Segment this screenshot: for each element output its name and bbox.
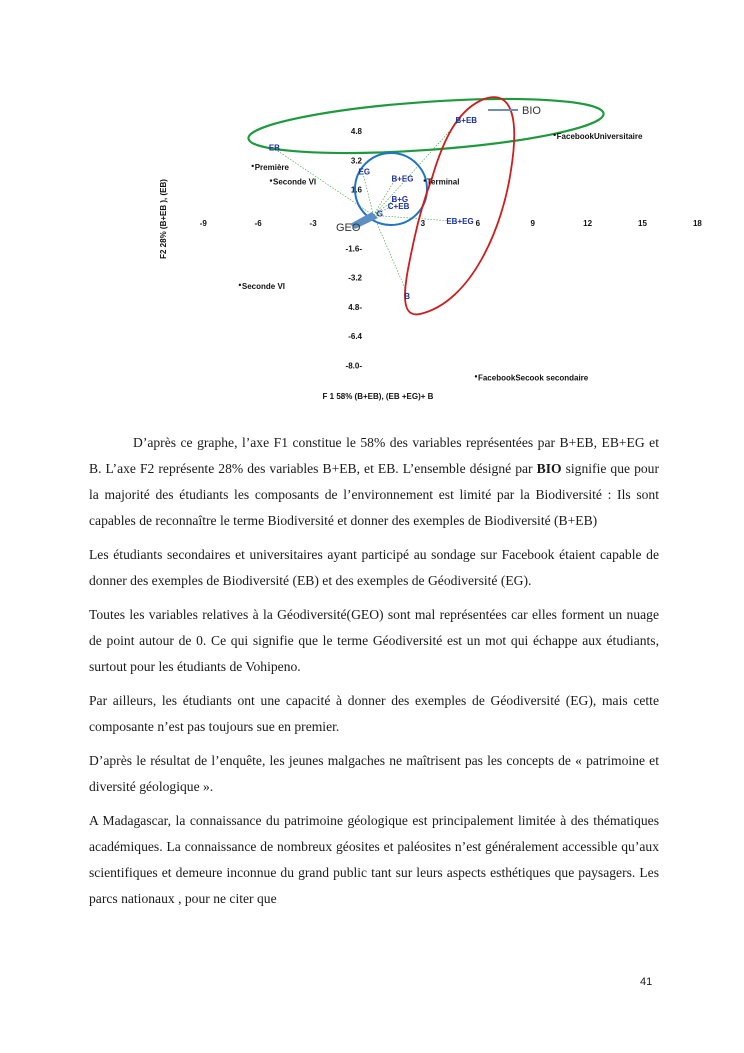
variable-label: EB [268, 143, 280, 153]
x-tick-label: 12 [583, 219, 593, 228]
observation-label: Première [254, 162, 289, 172]
geo-group-label: GEO [336, 222, 361, 234]
variable-vector [363, 171, 374, 215]
variable-label: C+EB [387, 202, 410, 212]
y-tick-label: -8.0- [345, 361, 362, 371]
x-tick-label: -3 [309, 219, 317, 228]
y-tick-label: 1.6 [350, 185, 362, 195]
pca-chart [150, 90, 720, 410]
observation-point [475, 375, 477, 377]
variable-label: B [404, 291, 411, 301]
y-tick-label: 4.8- [348, 302, 362, 312]
y-tick-label: -3.2 [348, 273, 362, 283]
paragraph-4: Par ailleurs, les étudiants ont une capacité à donner des exemples de Géodiversité (EG), mais cette composante n’est pas toujours sue en premier. [89, 693, 659, 734]
observation-label: FacebookSecook secondaire [477, 373, 589, 383]
observation-point [553, 134, 555, 136]
observation-label: FacebookUniversitaire [556, 131, 643, 141]
variable-label: B+G [391, 194, 409, 204]
x-tick-label: 15 [638, 219, 647, 228]
paragraph-3: Toutes les variables relatives à la Géodiversité(GEO) sont mal représentées car elles forment un nuage de point autour de 0. Ce qui signifie que le terme Géodiversité est un mot qui échappe aux étudiants, surtout pour les étudiants de Vohipeno. [89, 607, 659, 674]
y-tick-label: -1.6- [345, 244, 362, 254]
observation-point [424, 179, 426, 181]
paragraph-2: Les étudiants secondaires et universitaires ayant participé au sondage sur Facebook étaient capable de donner des exemples de Biodiversité (EB) et des exemples de Géodiversité (EG). [89, 547, 659, 588]
variable-label: B+EB [455, 116, 478, 126]
x-tick-label: 3 [420, 219, 426, 228]
paragraph-1-rest: signifie que pour la majorité des étudiants les composants de l’environnement est limité par la Biodiversité : Ils sont capables de reconnaître le terme Biodiversité et donner des exemples de Biodiversité (B+EB) [89, 461, 660, 528]
group-outline-green [247, 90, 605, 162]
y-tick-label: 4.8 [350, 127, 362, 137]
variable-vector [373, 120, 459, 215]
variable-vector [373, 215, 408, 296]
paragraph-5: D’après le résultat de l’enquête, les jeunes malgaches ne maîtrisent pas les concepts de « patrimoine et diversité géologique ». [89, 753, 659, 794]
bio-group-label: BIO [522, 105, 541, 117]
variable-label: B+EG [391, 174, 414, 184]
paragraph-1-text: D’après ce graphe, l’axe F1 constitue le 58% des variables représentées par B+EB, EB+EG et B. L’axe F2 représente 28% des variables B+EB, et EB. L’ensemble désigné par [89, 435, 659, 476]
pca-plot-svg [150, 90, 720, 410]
observation-label: Terminal [426, 177, 460, 187]
y-tick-label: 3.2 [350, 156, 362, 166]
x-axis-label: F 1 58% (B+EB), (EB +EG)+ B [322, 392, 434, 401]
paragraph-6: A Madagascar, la connaissance du patrimoine géologique est principalement limitée à des thématiques académiques. La connaissance de nombreux géosites et paléosites n’est généralement accessible qu’aux scientifiques et demeure inconnue du grand public tant sur leurs aspects esthétiques que paysagers. Les parcs nationaux , pour ne citer que [89, 813, 659, 906]
x-tick-label: -6 [254, 219, 262, 228]
x-tick-label: 6 [475, 219, 481, 228]
variable-label: EG [358, 167, 371, 177]
body-text [89, 430, 659, 920]
y-axis-label: F2 28% (B+EB ), (EB) [159, 179, 168, 259]
observation-label: Seconde VI [241, 281, 286, 291]
y-tick-label: -6.4 [348, 332, 362, 342]
observation-point [252, 165, 254, 167]
x-tick-label: 9 [530, 219, 535, 228]
paragraph-1 [89, 430, 659, 534]
bio-term: BIO [536, 461, 562, 476]
page-number: 41 [640, 976, 653, 988]
variable-label: EB+EG [446, 216, 474, 226]
group-outline-bio [405, 97, 514, 314]
observation-label: Seconde VI [273, 177, 317, 187]
observation-point [270, 179, 272, 181]
x-tick-label: -9 [199, 219, 207, 228]
group-outline-geo [355, 153, 427, 225]
x-tick-label: 18 [692, 219, 702, 228]
observation-point [239, 284, 241, 286]
variable-label: G [376, 209, 384, 219]
